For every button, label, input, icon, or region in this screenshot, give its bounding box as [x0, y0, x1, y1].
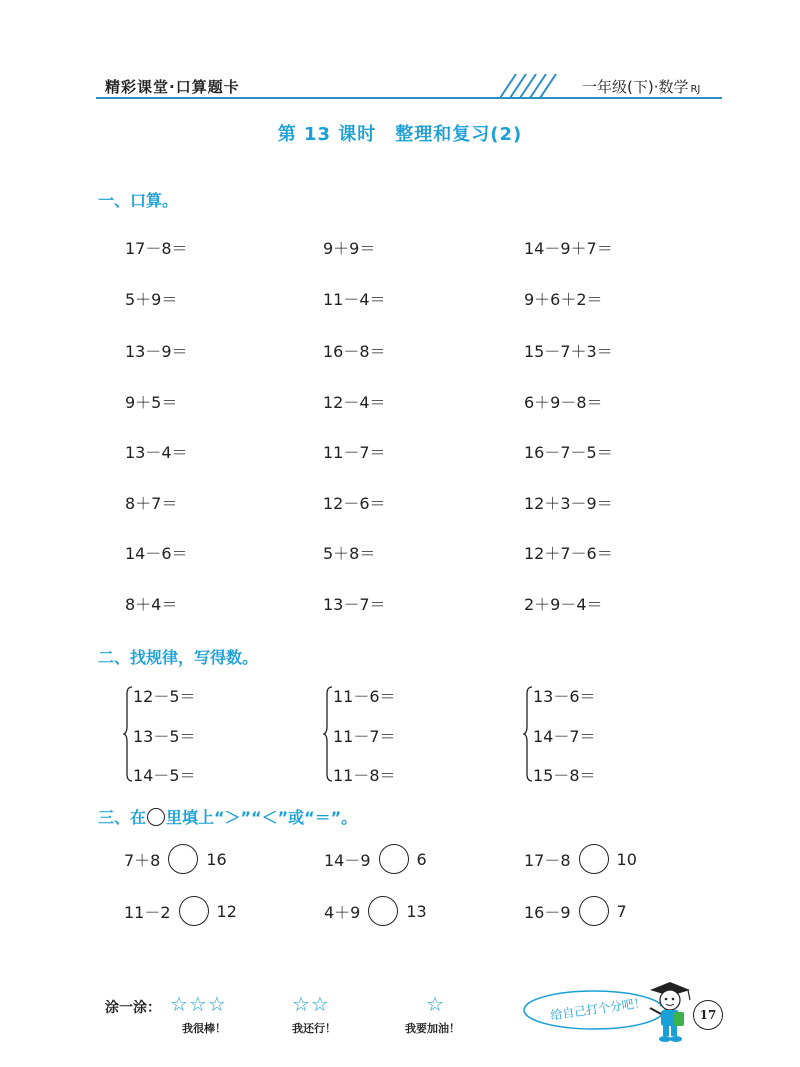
page-title: 第 13 课时 整理和复习(2) [277, 124, 523, 145]
compare-left: 14－9 [324, 850, 371, 870]
oral-problem: 12＋7－6＝ [524, 544, 613, 563]
oral-problem: 2＋9－4＝ [524, 595, 603, 614]
compare-right: 7 [616, 901, 627, 921]
section2-title: 二、找规律，写得数。 [98, 648, 259, 667]
pattern-problem: 12－5＝ [133, 687, 196, 706]
compare-left: 17－8 [524, 850, 571, 870]
oral-problem: 12＋3－9＝ [524, 494, 613, 513]
page-number: 17 [693, 1000, 723, 1030]
compare-right: 13 [406, 901, 427, 921]
pattern-problem: 11－7＝ [333, 727, 396, 746]
compare-item [124, 896, 237, 926]
section1-title: 一、口算。 [98, 191, 179, 210]
pattern-problem: 14－5＝ [133, 766, 196, 785]
compare-left: 4＋9 [324, 902, 361, 922]
rating-caption: 我还行！ [292, 1022, 336, 1035]
one-star-icon[interactable]: ☆ [426, 992, 444, 1016]
section3-title-prefix: 三、在 [98, 808, 147, 827]
answer-circle[interactable] [168, 844, 198, 874]
compare-item [324, 896, 427, 926]
compare-left: 11－2 [124, 902, 171, 922]
pattern-problem: 13－6＝ [533, 687, 596, 706]
pattern-problem: 11－6＝ [333, 687, 396, 706]
student-mascot-icon [640, 980, 695, 1045]
oral-problem: 13－9＝ [125, 342, 188, 361]
brace-middle [323, 686, 333, 782]
header-grade-text: 一年级(下)·数学 [582, 78, 689, 96]
compare-item [524, 844, 637, 874]
oral-problem: 9＋9＝ [323, 239, 376, 258]
oral-problem: 9＋5＝ [125, 393, 178, 412]
oral-problem: 8＋4＝ [125, 595, 178, 614]
compare-item [524, 896, 627, 926]
oral-problem: 13－7＝ [323, 595, 386, 614]
oral-problem: 11－7＝ [323, 443, 386, 462]
oral-problem: 5＋8＝ [323, 544, 376, 563]
oral-problem: 15－7＋3＝ [524, 342, 613, 361]
oral-problem: 14－6＝ [125, 544, 188, 563]
pattern-problem: 14－7＝ [533, 727, 596, 746]
pattern-problem: 13－5＝ [133, 727, 196, 746]
header-divider [96, 97, 722, 99]
bubble-text: 给自己打个分吧！ [549, 995, 647, 1023]
header-grade-subject [582, 76, 700, 97]
brace-right [523, 686, 533, 782]
answer-circle[interactable] [179, 896, 209, 926]
header-title: 精彩课堂·口算题卡 [105, 78, 240, 96]
self-rating-label: 涂一涂： [105, 1000, 161, 1016]
answer-circle[interactable] [579, 896, 609, 926]
oral-problem: 8＋7＝ [125, 494, 178, 513]
three-star-icon[interactable]: ☆☆☆ [170, 992, 227, 1016]
oral-problem: 16－8＝ [323, 342, 386, 361]
compare-right: 10 [616, 849, 637, 869]
oral-problem: 17－8＝ [125, 239, 188, 258]
compare-right: 12 [216, 901, 237, 921]
pattern-problem: 11－8＝ [333, 766, 396, 785]
answer-circle[interactable] [379, 844, 409, 874]
compare-left: 7＋8 [124, 850, 161, 870]
section3-title [98, 805, 357, 828]
oral-problem: 13－4＝ [125, 443, 188, 462]
oral-problem: 16－7－5＝ [524, 443, 613, 462]
rating-caption: 我要加油！ [405, 1022, 460, 1035]
two-star-icon[interactable]: ☆☆ [292, 992, 330, 1016]
oral-problem: 14－9＋7＝ [524, 239, 613, 258]
header-stripes-decoration [500, 74, 580, 98]
header-edition: RJ [690, 84, 701, 95]
oral-problem: 5＋9＝ [125, 290, 178, 309]
answer-circle[interactable] [368, 896, 398, 926]
oral-problem: 6＋9－8＝ [524, 393, 603, 412]
oral-problem: 9＋6＋2＝ [524, 290, 603, 309]
compare-right: 6 [416, 849, 427, 869]
answer-circle[interactable] [579, 844, 609, 874]
compare-left: 16－9 [524, 902, 571, 922]
circle-placeholder-icon [147, 808, 165, 826]
section3-title-suffix: 里填上“＞”“＜”或“＝”。 [166, 808, 358, 827]
rating-caption: 我很棒！ [182, 1022, 226, 1035]
oral-problem: 11－4＝ [323, 290, 386, 309]
compare-right: 16 [206, 849, 227, 869]
brace-left [123, 686, 133, 782]
pattern-problem: 15－8＝ [533, 766, 596, 785]
compare-item [324, 844, 427, 874]
oral-problem: 12－4＝ [323, 393, 386, 412]
oral-problem: 12－6＝ [323, 494, 386, 513]
compare-item [124, 844, 227, 874]
